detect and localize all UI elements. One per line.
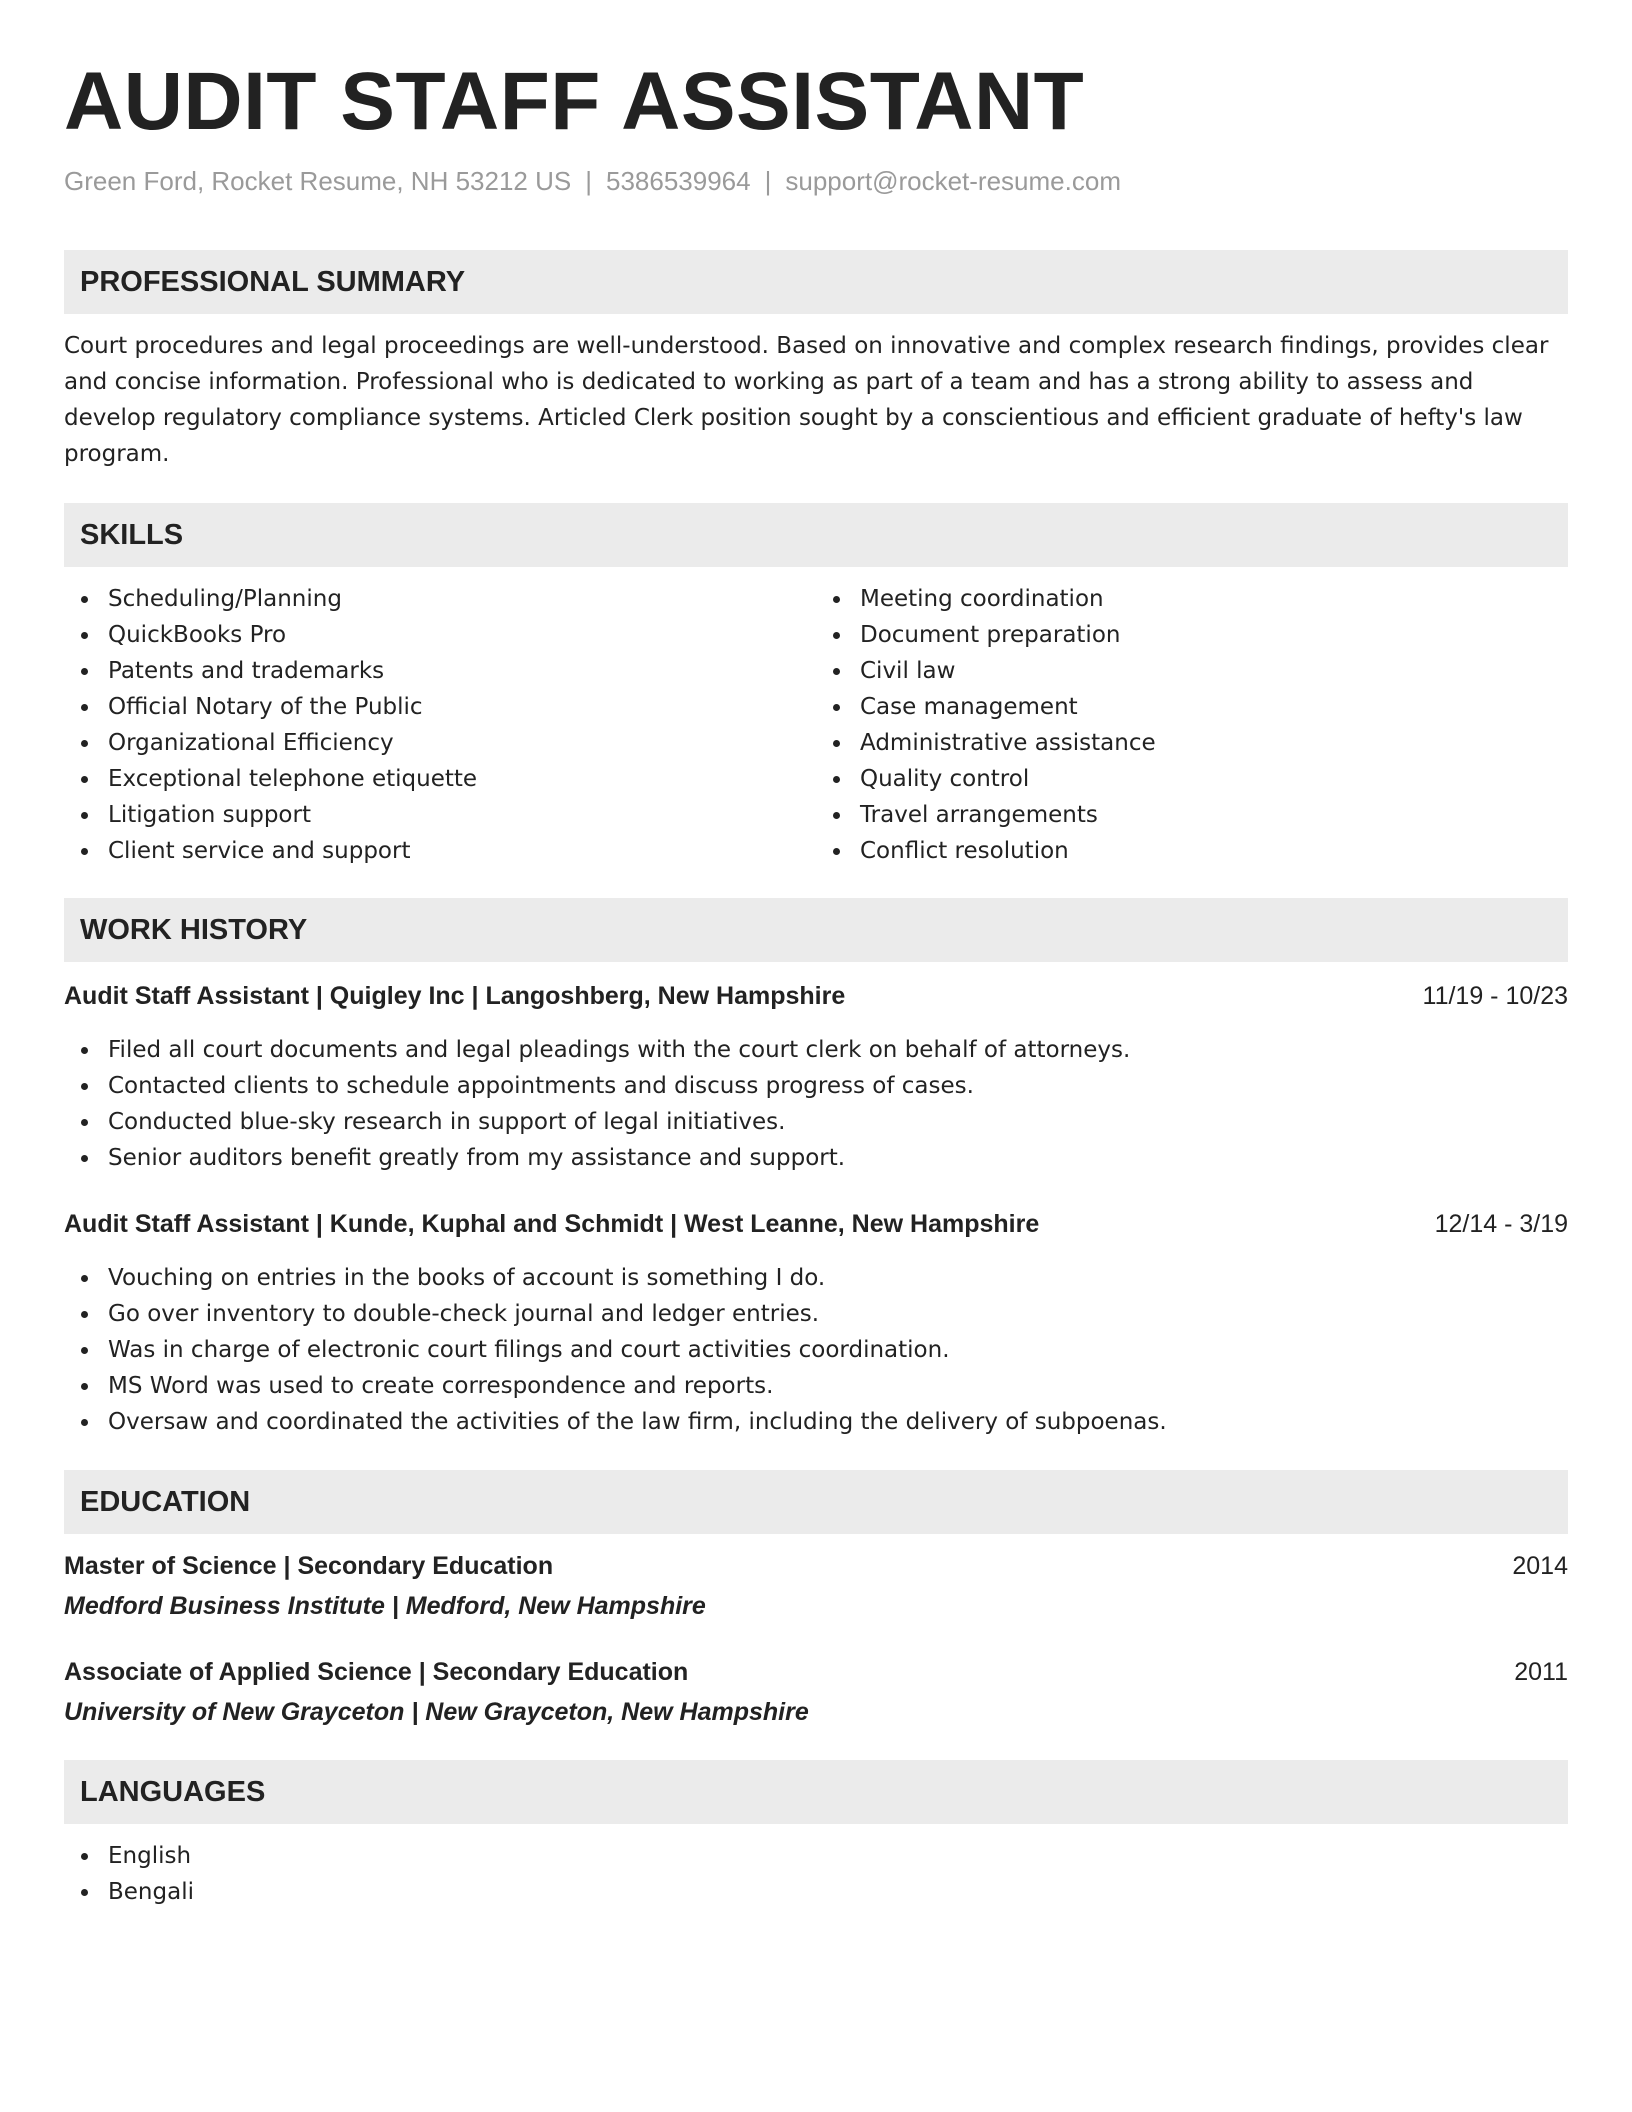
- job-title: Audit Staff Assistant | Kunde, Kuphal and Schmidt | West Leanne, New Hampshire: [64, 1210, 1040, 1238]
- skill-item: Client service and support: [108, 833, 816, 869]
- job-title: Audit Staff Assistant | Quigley Inc | Langoshberg, New Hampshire: [64, 982, 846, 1010]
- job-dates: 11/19 - 10/23: [1422, 982, 1568, 1010]
- education-degree: Associate of Applied Science | Secondary Education: [64, 1658, 689, 1686]
- skill-item: Official Notary of the Public: [108, 689, 816, 725]
- skill-item: Organizational Efficiency: [108, 725, 816, 761]
- job-bullet: Senior auditors benefit greatly from my assistance and support.: [108, 1140, 1568, 1176]
- section-header-languages: LANGUAGES: [64, 1760, 1568, 1824]
- contact-phone: 5386539964: [605, 166, 751, 196]
- education-entry: [64, 1548, 1568, 1624]
- skill-item: Exceptional telephone etiquette: [108, 761, 816, 797]
- job-bullets: [64, 1260, 1568, 1440]
- skill-item: Quality control: [860, 761, 1568, 797]
- education-degree: Master of Science | Secondary Education: [64, 1552, 554, 1580]
- job-bullet: Oversaw and coordinated the activities of the law firm, including the delivery of subpoenas.: [108, 1404, 1568, 1440]
- skill-item: Administrative assistance: [860, 725, 1568, 761]
- skill-item: Scheduling/Planning: [108, 581, 816, 617]
- contact-separator: |: [764, 166, 772, 196]
- job-bullet: MS Word was used to create correspondence and reports.: [108, 1368, 1568, 1404]
- language-item: English: [108, 1838, 1568, 1874]
- job-heading-row: [64, 1206, 1568, 1242]
- skills-column-left: [64, 581, 816, 869]
- contact-line: [64, 164, 1568, 198]
- summary-text: Court procedures and legal proceedings are well-understood. Based on innovative and complex research findings, provides clear and concise information. Professional who is dedicated to working as part of a team and has a strong ability to assess and develop regulatory compliance systems. Articled Clerk position sought by a conscientious and efficient graduate of hefty's law program.: [64, 333, 1549, 467]
- job-bullet: Go over inventory to double-check journal and ledger entries.: [108, 1296, 1568, 1332]
- section-header-education: EDUCATION: [64, 1470, 1568, 1534]
- job-dates: 12/14 - 3/19: [1434, 1210, 1568, 1238]
- contact-email[interactable]: support@rocket-resume.com: [785, 166, 1121, 196]
- job-bullet: Was in charge of electronic court filings and court activities coordination.: [108, 1332, 1568, 1368]
- languages-list: [64, 1838, 1568, 1910]
- skill-item: Civil law: [860, 653, 1568, 689]
- contact-separator: |: [585, 166, 592, 196]
- candidate-name: AUDIT STAFF ASSISTANT: [64, 56, 1085, 147]
- skill-item: Case management: [860, 689, 1568, 725]
- section-header-work-history: WORK HISTORY: [64, 898, 1568, 962]
- education-year: 2011: [1514, 1658, 1568, 1686]
- education-year: 2014: [1512, 1552, 1568, 1580]
- education-entry: [64, 1654, 1568, 1730]
- language-item: Bengali: [108, 1874, 1568, 1910]
- job-heading-row: [64, 978, 1568, 1014]
- job-bullet: Vouching on entries in the books of account is something I do.: [108, 1260, 1568, 1296]
- skills-column-right: [816, 581, 1568, 869]
- job-entry: [64, 1206, 1568, 1440]
- job-bullet: Filed all court documents and legal pleadings with the court clerk on behalf of attorneys.: [108, 1032, 1568, 1068]
- skill-item: Meeting coordination: [860, 581, 1568, 617]
- job-bullets: [64, 1032, 1568, 1176]
- education-heading-row: [64, 1654, 1568, 1690]
- job-bullet: Contacted clients to schedule appointments and discuss progress of cases.: [108, 1068, 1568, 1104]
- contact-address: Green Ford, Rocket Resume, NH 53212 US: [64, 166, 572, 196]
- job-bullet: Conducted blue-sky research in support of legal initiatives.: [108, 1104, 1568, 1140]
- skill-item: Document preparation: [860, 617, 1568, 653]
- skill-item: Conflict resolution: [860, 833, 1568, 869]
- section-header-skills: SKILLS: [64, 503, 1568, 567]
- education-school: University of New Grayceton | New Grayceton, New Hampshire: [64, 1698, 809, 1726]
- skill-item: Travel arrangements: [860, 797, 1568, 833]
- skill-item: QuickBooks Pro: [108, 617, 816, 653]
- education-school: Medford Business Institute | Medford, New Hampshire: [64, 1592, 706, 1620]
- skill-item: Patents and trademarks: [108, 653, 816, 689]
- job-entry: [64, 978, 1568, 1176]
- skill-item: Litigation support: [108, 797, 816, 833]
- education-heading-row: [64, 1548, 1568, 1584]
- skills-grid: [64, 581, 1568, 869]
- section-header-summary: PROFESSIONAL SUMMARY: [64, 250, 1568, 314]
